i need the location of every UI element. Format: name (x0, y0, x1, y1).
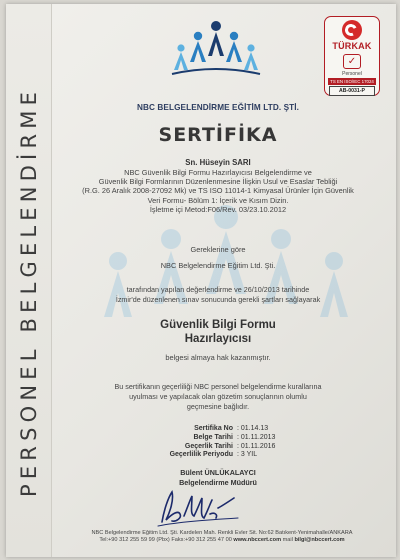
validity-line: uyulması ve yapılacak olan gözetim sonuçlarının olumlu (129, 391, 307, 401)
signatory-name: Bülent ÜNLÜKALAYCI (180, 468, 256, 477)
turkak-code: AB-0031-P (329, 86, 375, 96)
footer-mail-label: mail (282, 537, 293, 543)
detail-value: : 01.11.2016 (237, 442, 276, 450)
detail-label: Belge Tarihi (193, 433, 233, 441)
recipient-name: Sn. Hüseyin SARI (185, 158, 251, 167)
intro-line: İşletme içi Metod:F06/Rev. 03/23.10.2012 (149, 204, 287, 214)
detail-row (156, 434, 376, 443)
qualification-title (62, 318, 374, 346)
issuer-company: NBC Belgelendirme Eğitim Ltd. Şti. (160, 261, 276, 270)
turkak-subtitle: Personel (342, 71, 362, 77)
qualification-title-line: Hazırlayıcısı (184, 333, 252, 345)
footer-email-link[interactable]: bilgi@nbccert.com (294, 537, 345, 543)
certificate-details (156, 425, 376, 460)
detail-value: : 01.14.13 (237, 425, 269, 432)
intro-paragraph (62, 168, 374, 214)
turkak-name: TÜRKAK (332, 41, 372, 51)
signatory-title: Belgelendirme Müdürü (179, 478, 257, 487)
checkmark-icon: ✓ (343, 54, 361, 69)
detail-label: Sertifika No (194, 425, 233, 432)
detail-row (156, 443, 376, 452)
validity-line: geçmesine bağlıdır. (186, 401, 250, 411)
detail-value: : 3 YIL (237, 451, 258, 459)
handwritten-signature (154, 488, 240, 530)
intro-line: NBC Güvenlik Bilgi Formu Hazırlayıcısı Belgelendirme ve (124, 168, 312, 177)
entitlement-text: belgesi almaya hak kazanmıştır. (165, 353, 271, 362)
evaluation-line: tarafından yapılan değerlendirme ve 26/10/2013 tarihinde (126, 285, 310, 294)
footer-address: NBC Belgelendirme Eğitim Ltd. Şti. Kardelen Mah. Renkli Evler Sit. No:62 Batıkent-Yenimahalle/ANKARA (91, 530, 353, 536)
footer-contact (62, 537, 382, 544)
detail-label: Geçerlik Tarihi (184, 442, 233, 450)
nbc-logo-icon (168, 16, 264, 84)
turkak-accreditation-badge (324, 16, 380, 96)
side-banner (6, 4, 52, 557)
detail-row (156, 451, 376, 460)
qualification-title-line: Güvenlik Bilgi Formu (160, 319, 276, 331)
detail-value: : 01.11.2013 (237, 433, 276, 441)
certificate-sheet (6, 4, 396, 557)
side-banner-text: PERSONEL BELGELENDİRME (17, 86, 41, 498)
footer-website-link[interactable]: www.nbccert.com (233, 537, 282, 543)
certificate-title: SERTİFİKA (158, 124, 278, 146)
validity-paragraph (62, 382, 374, 411)
company-name: NBC BELGELENDİRME EĞİTİM LTD. ŞTİ. (137, 103, 299, 112)
footer (62, 530, 382, 544)
evaluation-line: İzmir'de düzenlenen sınav sonucunda gerekli şartları sağlayarak (115, 294, 321, 304)
turkak-standard: TS EN ISO/IEC 17024 (328, 78, 376, 85)
requirements-label: Gereklerine göre (190, 245, 246, 254)
footer-phone-fax: Tel:+90 312 255 59 99 (Pbx) Faks:+90 312 255 47 00 (99, 537, 232, 543)
intro-line: (R.G. 26 Aralık 2008-27092 Mk) ve TS ISO 11014-1 Kimyasal Ürünler İçin Güvenlik (82, 186, 354, 196)
detail-label: Geçerlilik Periyodu (169, 451, 233, 459)
evaluation-paragraph (62, 285, 374, 305)
intro-line: Veri Formu- Bölüm 1: İçerik ve Kısım Dizin. (147, 195, 289, 205)
validity-line: Bu sertifikanın geçerliliği NBC personel belgelendirme kurallarına (114, 382, 322, 391)
detail-row (156, 425, 376, 434)
intro-line: Güvenlik Bilgi Formlarının Düzenlenmesine İlişkin Usul ve Esaslar Tebliği (98, 177, 338, 187)
